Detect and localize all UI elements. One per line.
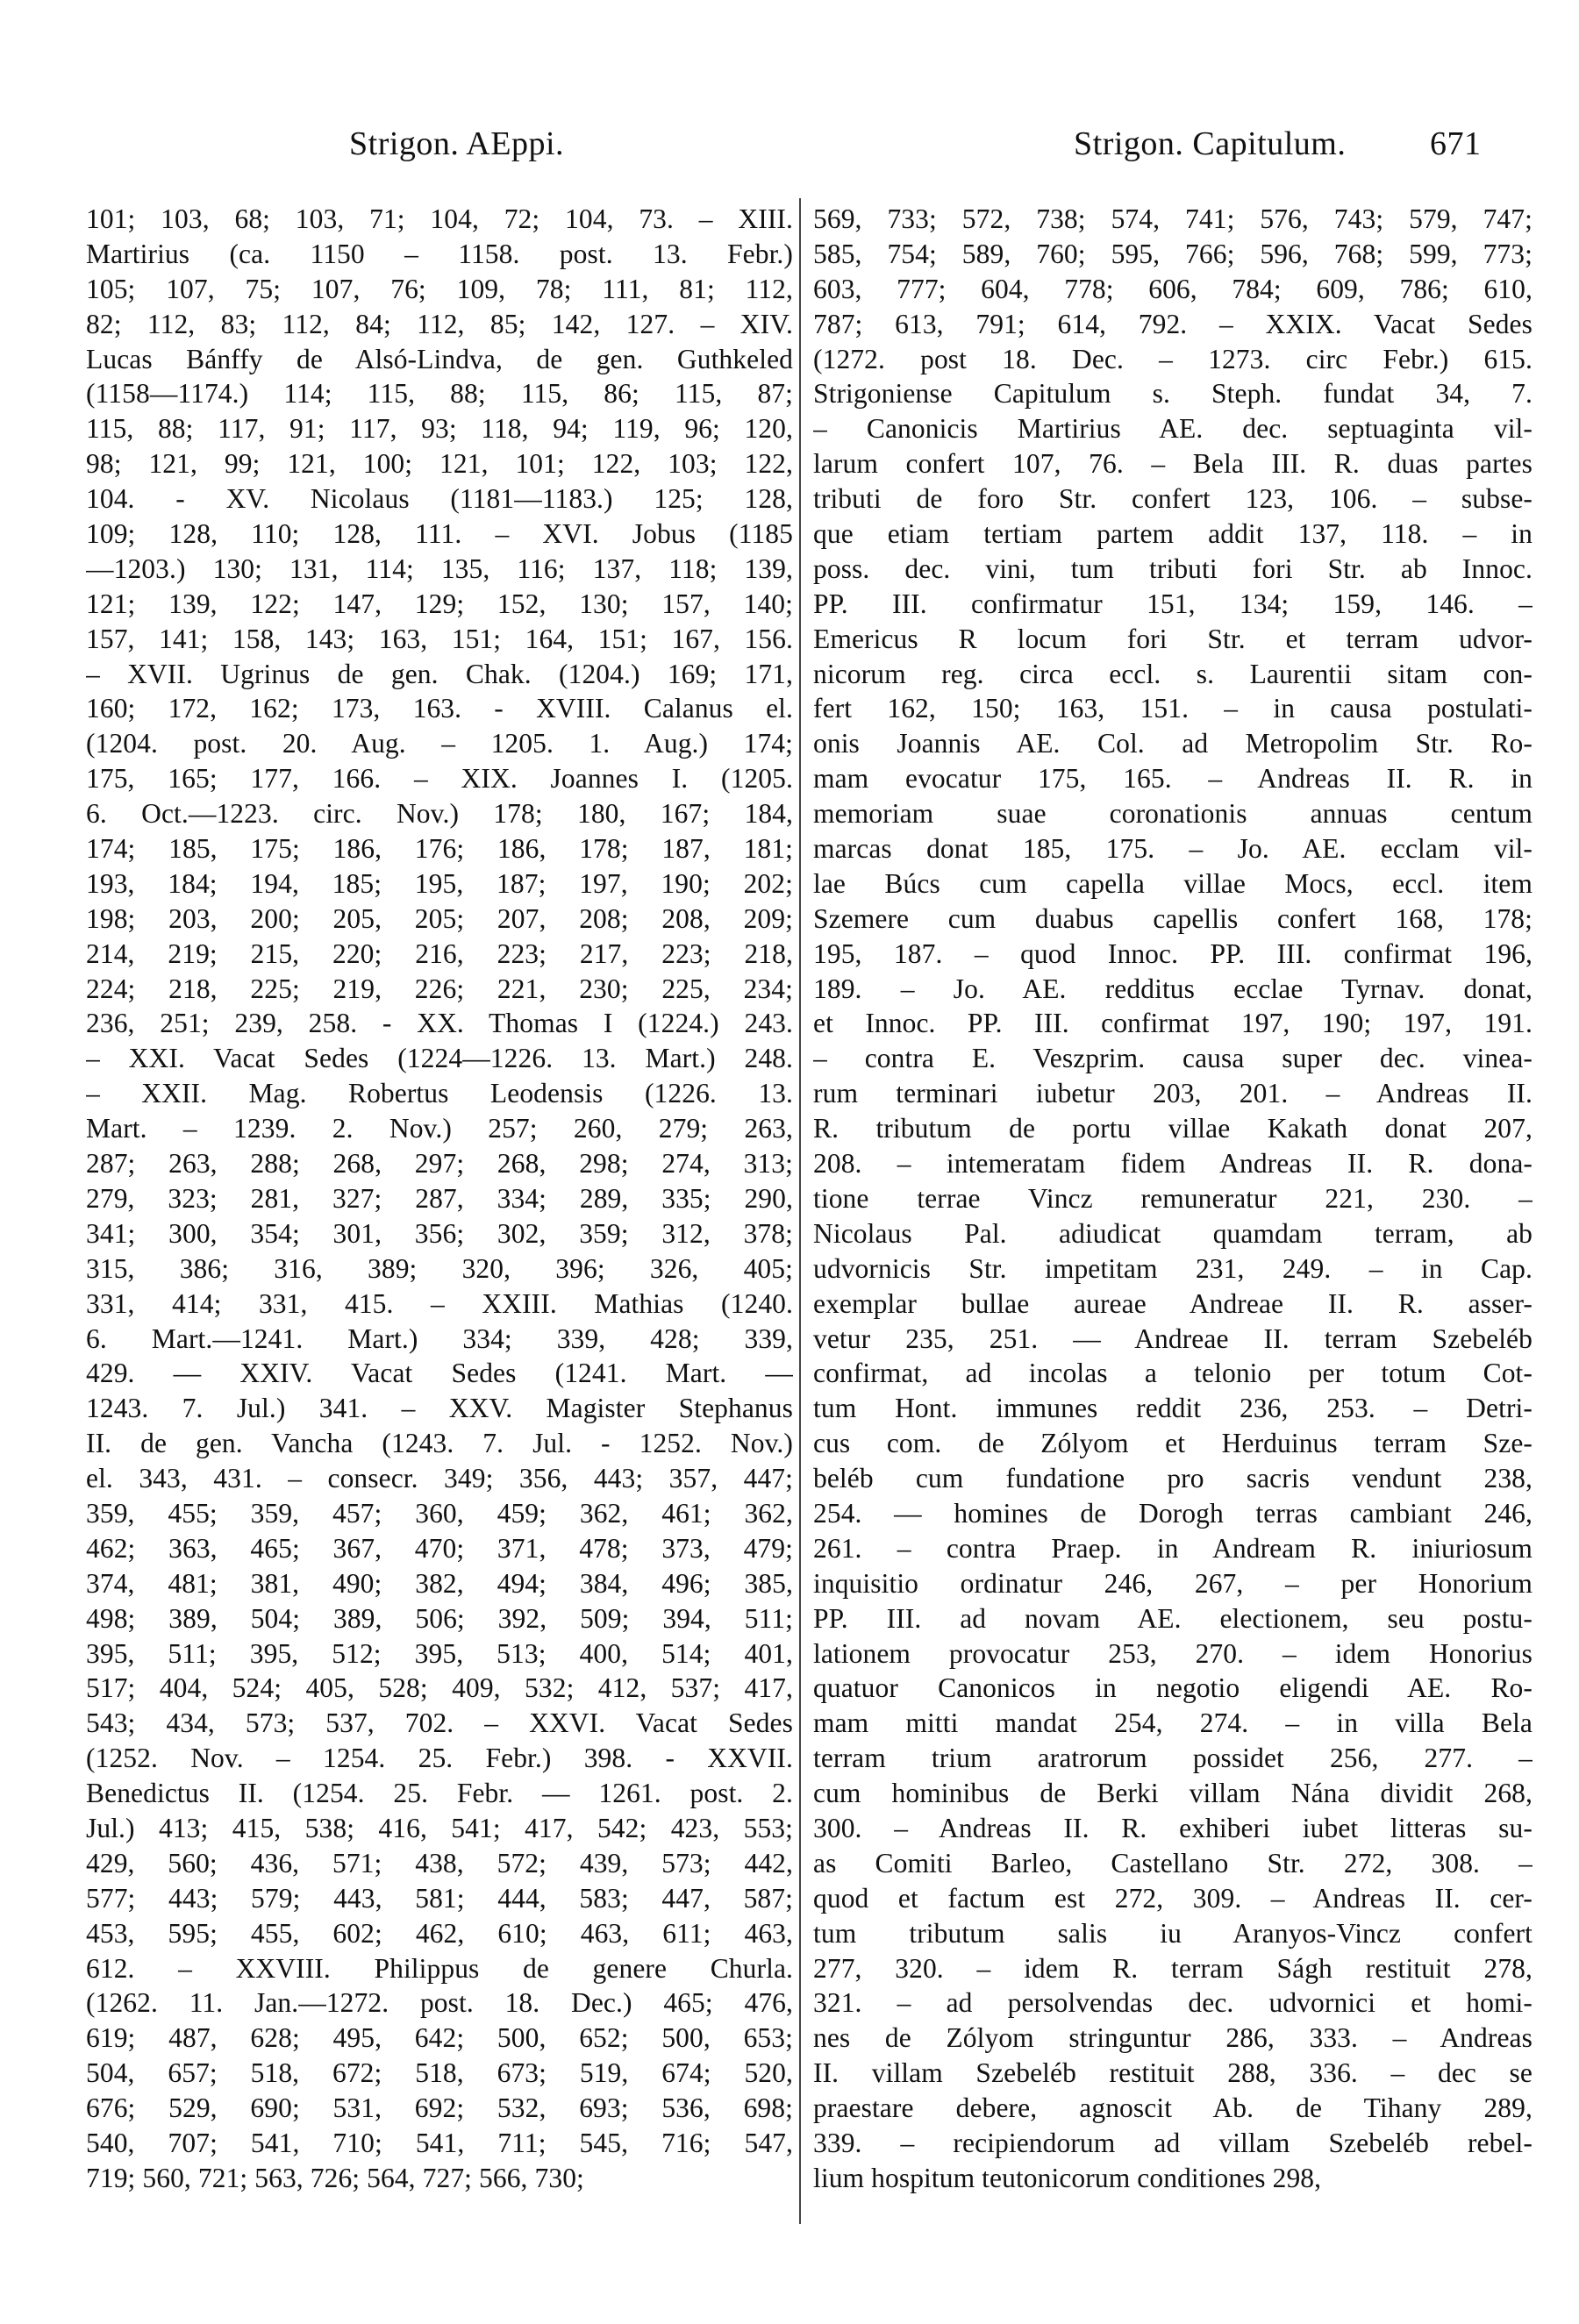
text-line: memoriam suae coronationis annuas centum bbox=[813, 798, 1533, 830]
text-line: 331, 414; 331, 415. – XXIII. Mathias (1240. bbox=[86, 1287, 793, 1319]
text-line: tributi de foro Str. confert 123, 106. – subse- bbox=[813, 483, 1533, 515]
text-line: tum tributum salis iu Aranyos-Vincz confert bbox=[813, 1917, 1533, 1949]
left-running-head: Strigon. AEppi. bbox=[349, 125, 565, 162]
text-line: 341; 300, 354; 301, 356; 302, 359; 312, 378; bbox=[86, 1217, 793, 1249]
text-line: tione terrae Vincz remuneratur 221, 230. – bbox=[813, 1182, 1533, 1214]
center-running-head: Strigon. Capitulum. bbox=[1074, 125, 1347, 162]
text-line: 429. — XXIV. Vacat Sedes (1241. Mart. — bbox=[86, 1358, 793, 1389]
text-line: cus com. de Zólyom et Herduinus terram Sze- bbox=[813, 1428, 1533, 1459]
text-line: 254. — homines de Dorogh terras cambiant 246, bbox=[813, 1497, 1533, 1529]
text-line: lae Búcs cum capella villae Mocs, eccl. item bbox=[813, 867, 1533, 899]
text-line: 160; 172, 162; 173, 163. - XVIII. Calanus el. bbox=[86, 693, 793, 724]
text-line: Strigoniense Capitulum s. Steph. fundat 34, 7. bbox=[813, 378, 1533, 410]
text-line: (1158—1174.) 114; 115, 88; 115, 86; 115, 87; bbox=[86, 378, 793, 410]
text-line: 612. – XXVIII. Philippus de genere Churla. bbox=[86, 1952, 793, 1984]
text-line: 105; 107, 75; 107, 76; 109, 78; 111, 81; 112, bbox=[86, 273, 793, 304]
text-line: poss. dec. vini, tum tributi fori Str. ab Innoc. bbox=[813, 552, 1533, 584]
text-line: 585, 754; 589, 760; 595, 766; 596, 768; 599, 773; bbox=[813, 238, 1533, 269]
text-line: 429, 560; 436, 571; 438, 572; 439, 573; 442, bbox=[86, 1847, 793, 1878]
text-line: 175, 165; 177, 166. – XIX. Joannes I. (1205. bbox=[86, 763, 793, 795]
text-line: Jul.) 413; 415, 538; 416, 541; 417, 542; 423, 553; bbox=[86, 1812, 793, 1843]
running-header bbox=[0, 125, 1579, 177]
text-line: 395, 511; 395, 512; 395, 513; 400, 514; 401, bbox=[86, 1637, 793, 1669]
text-line: 315, 386; 316, 389; 320, 396; 326, 405; bbox=[86, 1252, 793, 1284]
text-line: 719; 560, 721; 563, 726; 564, 727; 566, 730; bbox=[86, 2162, 584, 2193]
page-number: 671 bbox=[1430, 125, 1482, 162]
text-line: tum Hont. immunes reddit 236, 253. – Detri- bbox=[813, 1393, 1533, 1424]
text-line: Mart. – 1239. 2. Nov.) 257; 260, 279; 263, bbox=[86, 1113, 793, 1144]
text-line: quod et factum est 272, 309. – Andreas II. cer- bbox=[813, 1882, 1533, 1914]
text-line: Nicolaus Pal. adiudicat quamdam terram, ab bbox=[813, 1217, 1533, 1249]
text-line: beléb cum fundatione pro sacris vendunt 238, bbox=[813, 1463, 1533, 1494]
text-line: 462; 363, 465; 367, 470; 371, 478; 373, 479; bbox=[86, 1532, 793, 1564]
text-line: lationem provocatur 253, 270. – idem Honorius bbox=[813, 1637, 1533, 1669]
text-line: 121; 139, 122; 147, 129; 152, 130; 157, 140; bbox=[86, 588, 793, 619]
text-line: 517; 404, 524; 405, 528; 409, 532; 412, 537; 417, bbox=[86, 1672, 793, 1704]
text-line: – XXII. Mag. Robertus Leodensis (1226. 13. bbox=[86, 1078, 793, 1109]
text-line: que etiam tertiam partem addit 137, 118. – in bbox=[813, 518, 1533, 550]
text-line: 279, 323; 281, 327; 287, 334; 289, 335; 290, bbox=[86, 1182, 793, 1214]
text-line: 498; 389, 504; 389, 506; 392, 509; 394, 511; bbox=[86, 1602, 793, 1634]
text-line: – Canonicis Martirius AE. dec. septuaginta vil- bbox=[813, 413, 1533, 445]
text-line: lium hospitum teutonicorum conditiones 298, bbox=[813, 2162, 1322, 2193]
text-line: (1252. Nov. – 1254. 25. Febr.) 398. - XXVII. bbox=[86, 1743, 793, 1774]
text-line: – XVII. Ugrinus de gen. Chak. (1204.) 169; 171, bbox=[86, 658, 793, 689]
text-line: el. 343, 431. – consecr. 349; 356, 443; 357, 447; bbox=[86, 1463, 793, 1494]
text-line: 198; 203, 200; 205, 205; 207, 208; 208, 209; bbox=[86, 902, 793, 934]
text-line: 504, 657; 518, 672; 518, 673; 519, 674; 520, bbox=[86, 2057, 793, 2089]
text-line: 261. – contra Praep. in Andream R. iniuriosum bbox=[813, 1532, 1533, 1564]
text-line: Martirius (ca. 1150 – 1158. post. 13. Febr.) bbox=[86, 238, 793, 269]
text-line: 189. – Jo. AE. redditus ecclae Tyrnav. donat, bbox=[813, 973, 1533, 1004]
text-line: rum terminari iubetur 203, 201. – Andreas II. bbox=[813, 1078, 1533, 1109]
text-line: 208. – intemeratam fidem Andreas II. R. dona- bbox=[813, 1148, 1533, 1180]
text-line: larum confert 107, 76. – Bela III. R. duas partes bbox=[813, 448, 1533, 480]
text-line: 676; 529, 690; 531, 692; 532, 693; 536, 698; bbox=[86, 2092, 793, 2124]
text-line: marcas donat 185, 175. – Jo. AE. ecclam vil- bbox=[813, 833, 1533, 865]
text-line: 236, 251; 239, 258. - XX. Thomas I (1224.) 243. bbox=[86, 1008, 793, 1039]
text-line: 174; 185, 175; 186, 176; 186, 178; 187, 181; bbox=[86, 833, 793, 865]
text-line: —1203.) 130; 131, 114; 135, 116; 137, 118; 139, bbox=[86, 552, 793, 584]
text-line: 300. – Andreas II. R. exhiberi iubet litteras su- bbox=[813, 1812, 1533, 1843]
text-line: – contra E. Veszprim. causa super dec. vinea- bbox=[813, 1043, 1533, 1074]
text-line: inquisitio ordinatur 246, 267, – per Honorium bbox=[813, 1567, 1533, 1599]
text-line: vetur 235, 251. — Andreae II. terram Szebeléb bbox=[813, 1322, 1533, 1354]
text-line: 1243. 7. Jul.) 341. – XXV. Magister Stephanus bbox=[86, 1393, 793, 1424]
text-line: 543; 434, 573; 537, 702. – XXVI. Vacat Sedes bbox=[86, 1707, 793, 1739]
text-line: 109; 128, 110; 128, 111. – XVI. Jobus (1185 bbox=[86, 518, 793, 550]
text-line: 569, 733; 572, 738; 574, 741; 576, 743; 579, 747; bbox=[813, 203, 1533, 234]
text-line: as Comiti Barleo, Castellano Str. 272, 308. – bbox=[813, 1847, 1533, 1878]
text-line: udvornicis Str. impetitam 231, 249. – in Cap. bbox=[813, 1252, 1533, 1284]
text-line: 115, 88; 117, 91; 117, 93; 118, 94; 119, 96; 120, bbox=[86, 413, 793, 445]
text-line: Benedictus II. (1254. 25. Febr. — 1261. post. 2. bbox=[86, 1778, 793, 1809]
text-line: et Innoc. PP. III. confirmat 197, 190; 197, 191. bbox=[813, 1008, 1533, 1039]
text-line: terram trium aratrorum possidet 256, 277. – bbox=[813, 1743, 1533, 1774]
text-line: confirmat, ad incolas a telonio per totum Cot- bbox=[813, 1358, 1533, 1389]
text-line: praestare debere, agnoscit Ab. de Tihany 289, bbox=[813, 2092, 1533, 2124]
text-line: (1204. post. 20. Aug. – 1205. 1. Aug.) 174; bbox=[86, 728, 793, 759]
text-line: 98; 121, 99; 121, 100; 121, 101; 122, 103; 122, bbox=[86, 448, 793, 480]
text-line: exemplar bullae aureae Andreae II. R. asser- bbox=[813, 1287, 1533, 1319]
text-line: 619; 487, 628; 495, 642; 500, 652; 500, 653; bbox=[86, 2022, 793, 2054]
text-line: mam evocatur 175, 165. – Andreas II. R. in bbox=[813, 763, 1533, 795]
text-line: 287; 263, 288; 268, 297; 268, 298; 274, 313; bbox=[86, 1148, 793, 1180]
text-line: nicorum reg. circa eccl. s. Laurentii sitam con- bbox=[813, 658, 1533, 689]
text-line: onis Joannis AE. Col. ad Metropolim Str. Ro- bbox=[813, 728, 1533, 759]
text-line: PP. III. confirmatur 151, 134; 159, 146. – bbox=[813, 588, 1533, 619]
text-line: 577; 443; 579; 443, 581; 444, 583; 447, 587; bbox=[86, 1882, 793, 1914]
text-line: PP. III. ad novam AE. electionem, seu postu- bbox=[813, 1602, 1533, 1634]
text-line: II. de gen. Vancha (1243. 7. Jul. - 1252. Nov.) bbox=[86, 1428, 793, 1459]
text-line: (1262. 11. Jan.—1272. post. 18. Dec.) 465; 476, bbox=[86, 1987, 793, 2019]
text-line: – XXI. Vacat Sedes (1224—1226. 13. Mart.) 248. bbox=[86, 1043, 793, 1074]
text-line: 6. Oct.—1223. circ. Nov.) 178; 180, 167; 184, bbox=[86, 798, 793, 830]
text-line: 101; 103, 68; 103, 71; 104, 72; 104, 73. – XIII. bbox=[86, 203, 793, 234]
text-line: 453, 595; 455, 602; 462, 610; 463, 611; 463, bbox=[86, 1917, 793, 1949]
text-line: quatuor Canonicos in negotio eligendi AE. Ro- bbox=[813, 1672, 1533, 1704]
text-line: 195, 187. – quod Innoc. PP. III. confirmat 196, bbox=[813, 937, 1533, 969]
text-line: mam mitti mandat 254, 274. – in villa Bela bbox=[813, 1707, 1533, 1739]
text-line: 214, 219; 215, 220; 216, 223; 217, 223; 218, bbox=[86, 937, 793, 969]
left-text-column bbox=[86, 202, 793, 2196]
text-line: 374, 481; 381, 490; 382, 494; 384, 496; 385, bbox=[86, 1567, 793, 1599]
text-line: II. villam Szebeléb restituit 288, 336. – dec se bbox=[813, 2057, 1533, 2089]
text-line: (1272. post 18. Dec. – 1273. circ Febr.) 615. bbox=[813, 343, 1533, 374]
text-line: 540, 707; 541, 710; 541, 711; 545, 716; 547, bbox=[86, 2127, 793, 2158]
right-text-column bbox=[813, 202, 1533, 2196]
text-line: Szemere cum duabus capellis confert 168, 178; bbox=[813, 902, 1533, 934]
text-line: 603, 777; 604, 778; 606, 784; 609, 786; 610, bbox=[813, 273, 1533, 304]
text-line: 359, 455; 359, 457; 360, 459; 362, 461; 362, bbox=[86, 1497, 793, 1529]
text-line: 224; 218, 225; 219, 226; 221, 230; 225, 234; bbox=[86, 973, 793, 1004]
text-line: R. tributum de portu villae Kakath donat 207, bbox=[813, 1113, 1533, 1144]
text-line: fert 162, 150; 163, 151. – in causa postulati- bbox=[813, 693, 1533, 724]
text-line: 193, 184; 194, 185; 195, 187; 197, 190; 202; bbox=[86, 867, 793, 899]
text-line: 339. – recipiendorum ad villam Szebeléb rebel- bbox=[813, 2127, 1533, 2158]
text-line: Lucas Bánffy de Alsó-Lindva, de gen. Guthkeled bbox=[86, 343, 793, 374]
text-line: nes de Zólyom stringuntur 286, 333. – Andreas bbox=[813, 2022, 1533, 2054]
text-line: 787; 613, 791; 614, 792. – XXIX. Vacat Sedes bbox=[813, 308, 1533, 339]
column-divider bbox=[799, 198, 801, 2224]
text-line: 157, 141; 158, 143; 163, 151; 164, 151; 167, 156. bbox=[86, 623, 793, 654]
text-line: Emericus R locum fori Str. et terram udvor- bbox=[813, 623, 1533, 654]
text-line: 277, 320. – idem R. terram Ságh restituit 278, bbox=[813, 1952, 1533, 1984]
text-line: 104. - XV. Nicolaus (1181—1183.) 125; 128, bbox=[86, 483, 793, 515]
text-line: 82; 112, 83; 112, 84; 112, 85; 142, 127. – XIV. bbox=[86, 308, 793, 339]
text-line: 6. Mart.—1241. Mart.) 334; 339, 428; 339, bbox=[86, 1322, 793, 1354]
text-line: 321. – ad persolvendas dec. udvornici et homi- bbox=[813, 1987, 1533, 2019]
text-line: cum hominibus de Berki villam Nána dividit 268, bbox=[813, 1778, 1533, 1809]
